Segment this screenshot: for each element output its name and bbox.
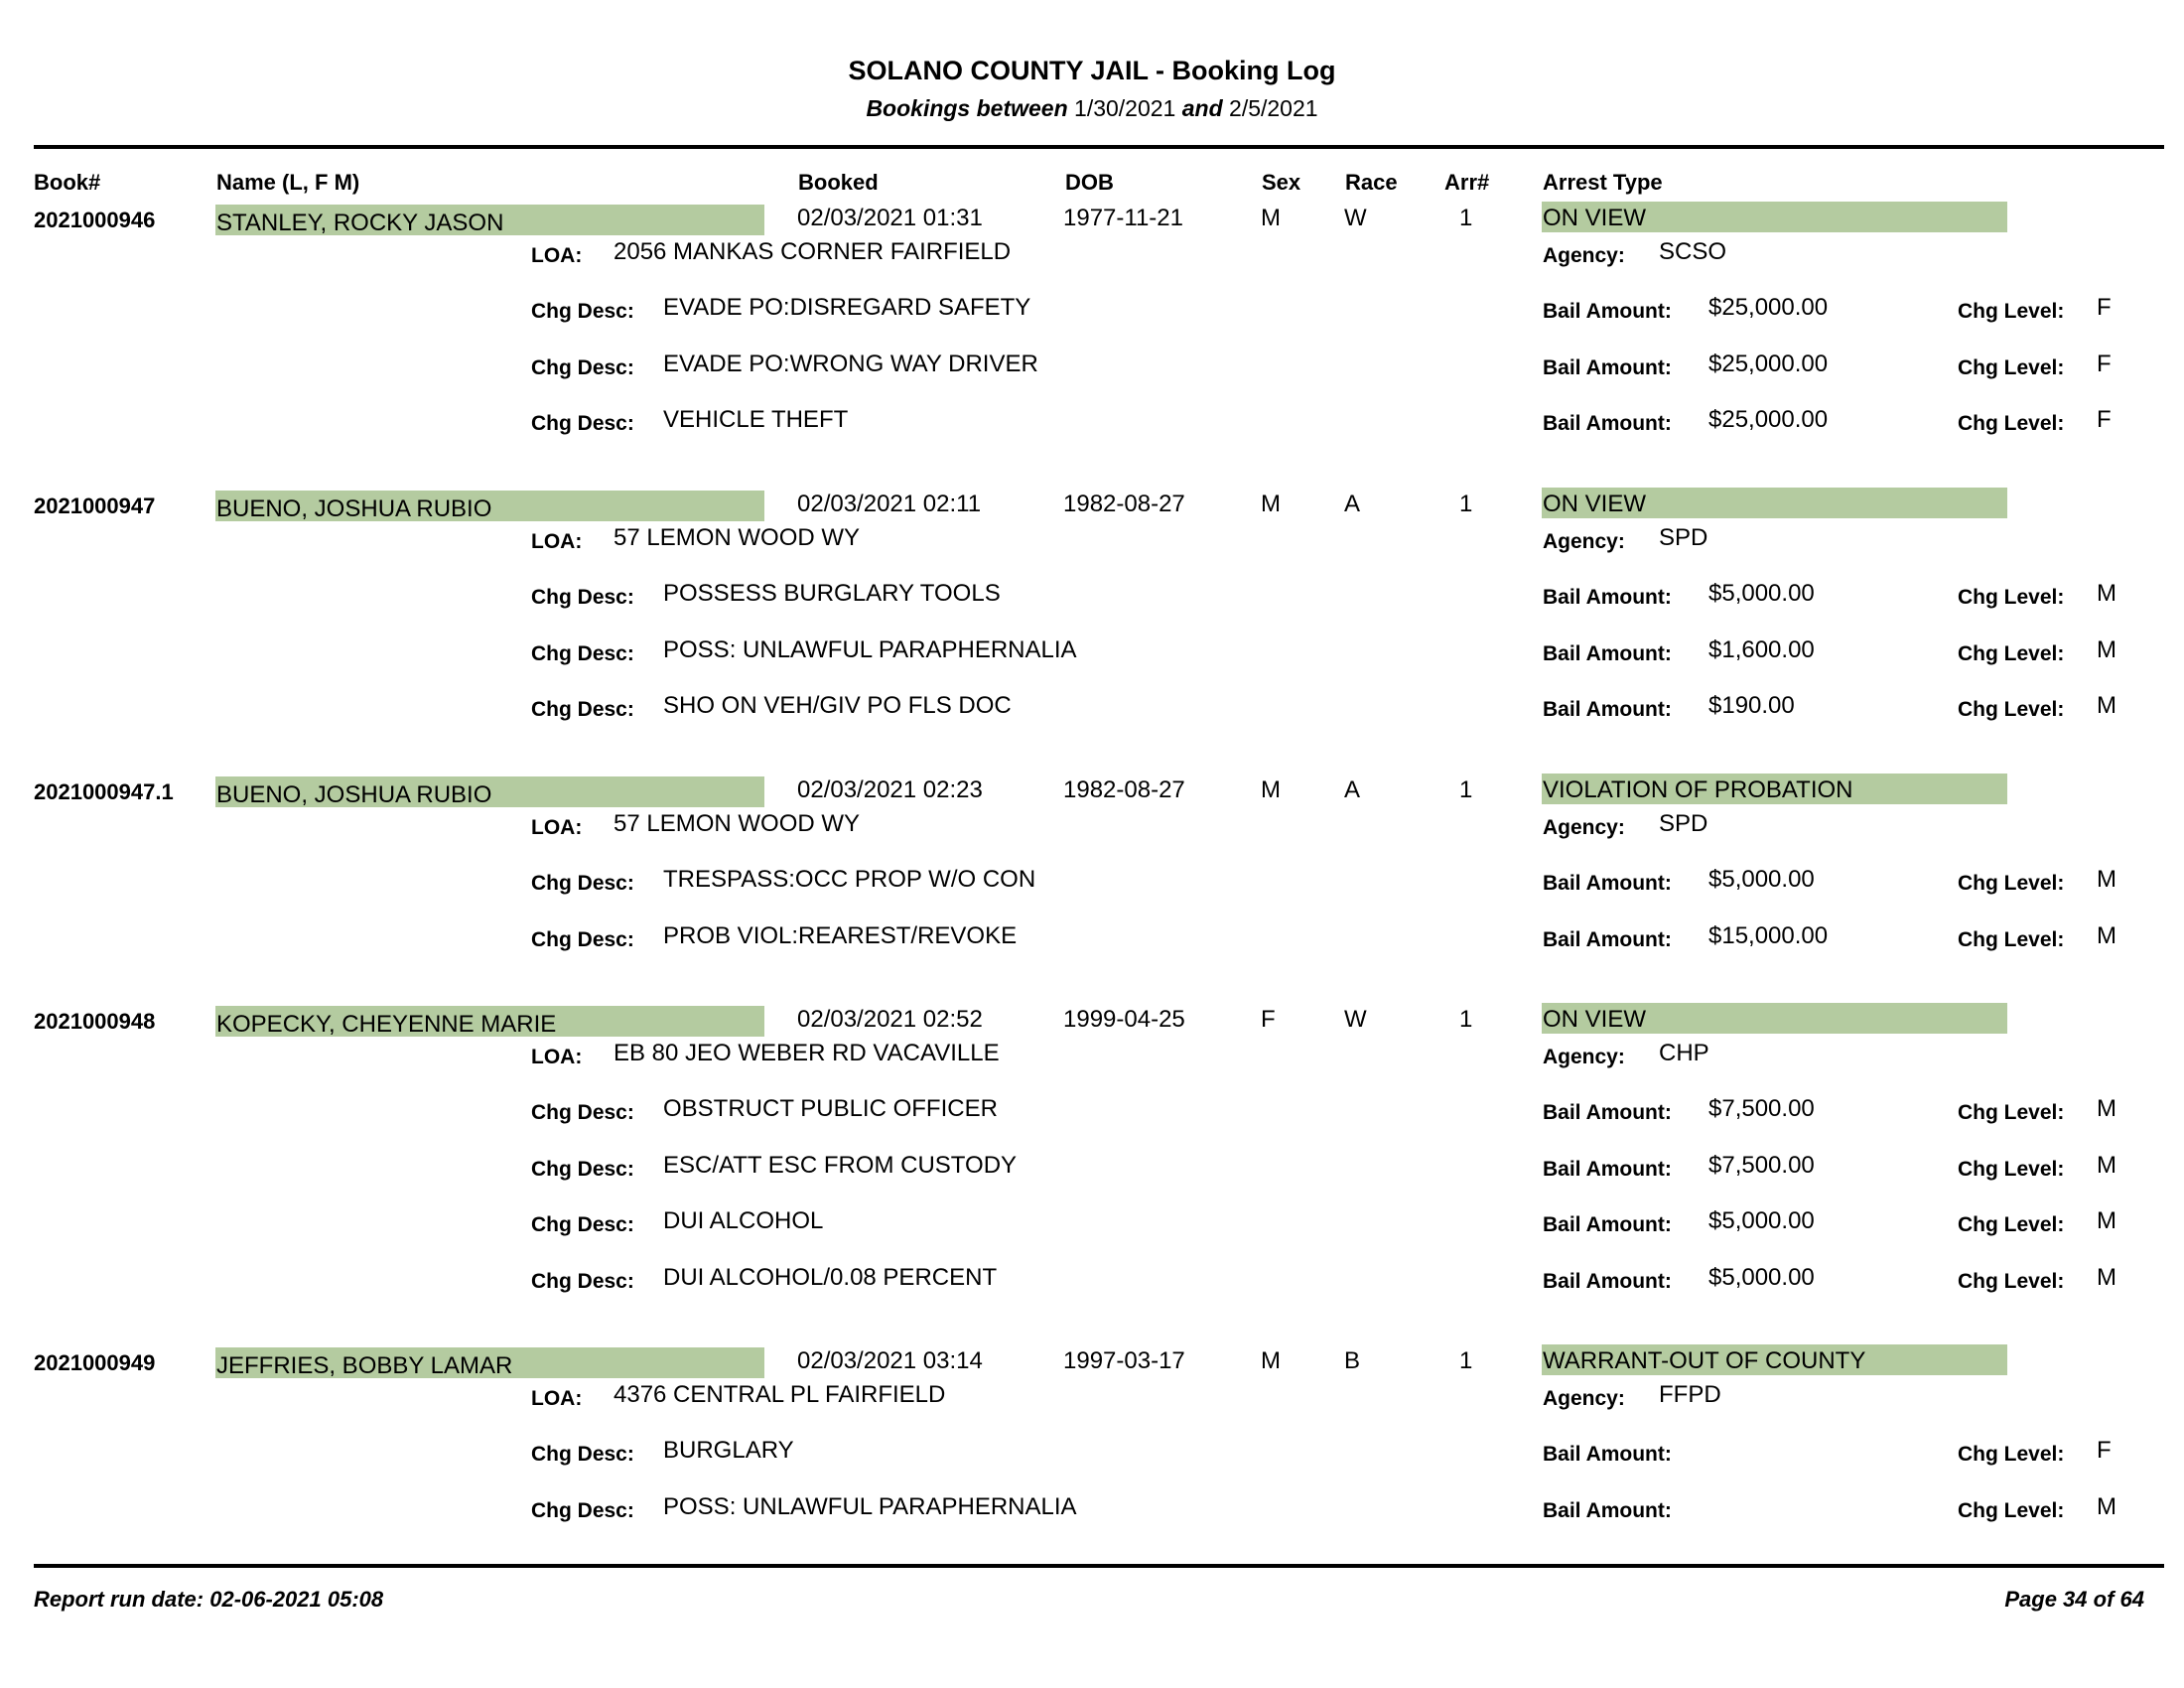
bail-amount-label: Bail Amount: — [1543, 300, 1672, 323]
col-race: Race — [1345, 170, 1398, 195]
charge-level: M — [2097, 1263, 2116, 1291]
charge-level-label: Chg Level: — [1958, 1443, 2065, 1466]
loa-value: 57 LEMON WOOD WY — [614, 524, 861, 551]
bail-amount-label: Bail Amount: — [1543, 1269, 1672, 1293]
report-subtitle — [0, 95, 2184, 122]
bail-amount-label: Bail Amount: — [1543, 1157, 1672, 1181]
charge-level-label: Chg Level: — [1958, 1157, 2065, 1181]
arrest-type: ON VIEW — [1543, 1006, 1647, 1033]
loa-label: LOA: — [531, 530, 583, 553]
charge-desc: SHO ON VEH/GIV PO FLS DOC — [663, 692, 1012, 719]
arrest-type: VIOLATION OF PROBATION — [1543, 776, 1853, 803]
charge-level: F — [2097, 1437, 2112, 1464]
booked-datetime: 02/03/2021 02:11 — [797, 491, 982, 517]
bail-amount: $15,000.00 — [1708, 921, 1829, 949]
loa-label: LOA: — [531, 816, 583, 839]
charge-level-label: Chg Level: — [1958, 641, 2065, 665]
charge-desc-label: Chg Desc: — [531, 927, 634, 951]
bail-amount-label: Bail Amount: — [1543, 698, 1672, 721]
charge-desc-label: Chg Desc: — [531, 1269, 634, 1293]
header-rule — [34, 145, 2164, 149]
charge-desc-label: Chg Desc: — [531, 1213, 634, 1236]
date-of-birth: 1997-03-17 — [1063, 1347, 1185, 1374]
date-of-birth: 1982-08-27 — [1063, 491, 1185, 517]
race-value: A — [1344, 776, 1361, 803]
agency-value: CHP — [1659, 1040, 1709, 1066]
loa-label: LOA: — [531, 1387, 583, 1410]
charge-level: M — [2097, 1492, 2116, 1520]
race-value: W — [1344, 1006, 1367, 1033]
booking-record — [0, 1006, 2184, 1293]
date-of-birth: 1982-08-27 — [1063, 776, 1185, 803]
sex-value: M — [1261, 205, 1281, 231]
charge-level: M — [2097, 635, 2116, 663]
charge-desc-label: Chg Desc: — [531, 355, 634, 379]
bail-amount: $25,000.00 — [1708, 350, 1829, 377]
booking-record — [0, 491, 2184, 721]
bail-amount: $7,500.00 — [1708, 1095, 1815, 1122]
charge-desc: POSSESS BURGLARY TOOLS — [663, 580, 1001, 607]
charge-level: M — [2097, 866, 2116, 893]
charge-level: F — [2097, 294, 2112, 321]
agency-label: Agency: — [1543, 1046, 1625, 1068]
charge-desc: EVADE PO:DISREGARD SAFETY — [663, 294, 1031, 321]
race-value: W — [1344, 205, 1367, 231]
loa-value: 57 LEMON WOOD WY — [614, 810, 861, 837]
arrest-number: 1 — [1459, 1347, 1473, 1374]
charge-level-label: Chg Level: — [1958, 300, 2065, 323]
charge-desc: TRESPASS:OCC PROP W/O CON — [663, 866, 1036, 893]
charge-level-label: Chg Level: — [1958, 927, 2065, 951]
footer-rule — [34, 1564, 2164, 1568]
book-number: 2021000949 — [34, 1350, 156, 1375]
charge-desc-label: Chg Desc: — [531, 1157, 634, 1181]
agency-label: Agency: — [1543, 1387, 1625, 1410]
charge-level: F — [2097, 350, 2112, 377]
subtitle-prefix: Bookings between — [866, 95, 1068, 121]
agency-value: SPD — [1659, 810, 1708, 837]
col-name: Name (L, F M) — [216, 170, 360, 195]
bail-amount-label: Bail Amount: — [1543, 641, 1672, 665]
book-number: 2021000947 — [34, 493, 156, 518]
bail-amount-label: Bail Amount: — [1543, 1443, 1672, 1466]
agency-value: SPD — [1659, 524, 1708, 551]
arrest-number: 1 — [1459, 776, 1473, 803]
charge-level-label: Chg Level: — [1958, 1269, 2065, 1293]
charge-desc: BURGLARY — [663, 1437, 794, 1464]
charge-desc: POSS: UNLAWFUL PARAPHERNALIA — [663, 1492, 1077, 1520]
date-of-birth: 1977-11-21 — [1063, 205, 1183, 231]
charge-level: M — [2097, 921, 2116, 949]
booked-datetime: 02/03/2021 02:52 — [797, 1006, 983, 1033]
booked-datetime: 02/03/2021 01:31 — [797, 205, 983, 231]
charge-level-label: Chg Level: — [1958, 698, 2065, 721]
arrest-number: 1 — [1459, 1006, 1473, 1033]
sex-value: M — [1261, 1347, 1281, 1374]
page-number: Page 34 of 64 — [2004, 1587, 2144, 1612]
charge-desc: PROB VIOL:REAREST/REVOKE — [663, 921, 1018, 949]
bail-amount-label: Bail Amount: — [1543, 927, 1672, 951]
bail-amount: $5,000.00 — [1708, 580, 1815, 607]
bail-amount: $190.00 — [1708, 692, 1795, 719]
charge-desc: POSS: UNLAWFUL PARAPHERNALIA — [663, 635, 1077, 663]
arrest-type: ON VIEW — [1543, 205, 1647, 231]
arrest-number: 1 — [1459, 205, 1473, 231]
date-from: 1/30/2021 — [1074, 95, 1176, 121]
date-to: 2/5/2021 — [1229, 95, 1318, 121]
charge-level-label: Chg Level: — [1958, 1101, 2065, 1124]
loa-label: LOA: — [531, 244, 583, 267]
charge-desc-label: Chg Desc: — [531, 412, 634, 435]
bail-amount: $25,000.00 — [1708, 406, 1829, 433]
booked-datetime: 02/03/2021 02:23 — [797, 776, 983, 803]
race-value: A — [1344, 491, 1361, 517]
loa-value: 2056 MANKAS CORNER FAIRFIELD — [614, 238, 1012, 265]
charge-level-label: Chg Level: — [1958, 355, 2065, 379]
bail-amount: $1,600.00 — [1708, 635, 1815, 663]
col-book: Book# — [34, 170, 101, 195]
sex-value: M — [1261, 491, 1281, 517]
loa-label: LOA: — [531, 1046, 583, 1068]
booking-record — [0, 1347, 2184, 1522]
bail-amount-label: Bail Amount: — [1543, 1101, 1672, 1124]
charge-desc: ESC/ATT ESC FROM CUSTODY — [663, 1151, 1018, 1179]
charge-level-label: Chg Level: — [1958, 1213, 2065, 1236]
sex-value: F — [1261, 1006, 1276, 1033]
agency-label: Agency: — [1543, 244, 1625, 267]
booking-record — [0, 776, 2184, 951]
agency-value: SCSO — [1659, 238, 1727, 265]
race-value: B — [1344, 1347, 1361, 1374]
loa-value: 4376 CENTRAL PL FAIRFIELD — [614, 1381, 946, 1408]
bail-amount: $5,000.00 — [1708, 1263, 1815, 1291]
charge-level-label: Chg Level: — [1958, 1498, 2065, 1522]
report-run-date: Report run date: 02-06-2021 05:08 — [34, 1587, 384, 1612]
agency-value: FFPD — [1659, 1381, 1721, 1408]
charge-desc-label: Chg Desc: — [531, 1443, 634, 1466]
charge-desc-label: Chg Desc: — [531, 872, 634, 895]
date-of-birth: 1999-04-25 — [1063, 1006, 1185, 1033]
charge-desc-label: Chg Desc: — [531, 641, 634, 665]
charge-level: M — [2097, 1207, 2116, 1234]
booking-record — [0, 205, 2184, 435]
bail-amount: $25,000.00 — [1708, 294, 1829, 321]
col-dob: DOB — [1065, 170, 1114, 195]
arrest-number: 1 — [1459, 491, 1473, 517]
charge-desc-label: Chg Desc: — [531, 586, 634, 609]
bail-amount-label: Bail Amount: — [1543, 412, 1672, 435]
arrest-type: ON VIEW — [1543, 491, 1647, 517]
inmate-name: STANLEY, ROCKY JASON — [216, 210, 504, 236]
charge-level-label: Chg Level: — [1958, 412, 2065, 435]
charge-level: M — [2097, 1095, 2116, 1122]
col-arr: Arr# — [1444, 170, 1490, 195]
inmate-name: KOPECKY, CHEYENNE MARIE — [216, 1011, 557, 1038]
charge-level-label: Chg Level: — [1958, 586, 2065, 609]
bail-amount-label: Bail Amount: — [1543, 1213, 1672, 1236]
charge-desc: OBSTRUCT PUBLIC OFFICER — [663, 1095, 998, 1122]
charge-desc-label: Chg Desc: — [531, 300, 634, 323]
inmate-name: JEFFRIES, BOBBY LAMAR — [216, 1352, 513, 1379]
inmate-name: BUENO, JOSHUA RUBIO — [216, 495, 492, 522]
bail-amount-label: Bail Amount: — [1543, 586, 1672, 609]
charge-level: M — [2097, 692, 2116, 719]
loa-value: EB 80 JEO WEBER RD VACAVILLE — [614, 1040, 1000, 1066]
bail-amount-label: Bail Amount: — [1543, 355, 1672, 379]
bail-amount: $7,500.00 — [1708, 1151, 1815, 1179]
subtitle-and: and — [1181, 95, 1223, 121]
agency-label: Agency: — [1543, 530, 1625, 553]
bail-amount: $5,000.00 — [1708, 1207, 1815, 1234]
report-title: SOLANO COUNTY JAIL - Booking Log — [848, 56, 1336, 85]
charge-desc-label: Chg Desc: — [531, 698, 634, 721]
col-sex: Sex — [1262, 170, 1301, 195]
charge-level: F — [2097, 406, 2112, 433]
charge-desc-label: Chg Desc: — [531, 1498, 634, 1522]
charge-level-label: Chg Level: — [1958, 872, 2065, 895]
charge-level: M — [2097, 580, 2116, 607]
charge-desc: DUI ALCOHOL/0.08 PERCENT — [663, 1263, 998, 1291]
sex-value: M — [1261, 776, 1281, 803]
book-number: 2021000947.1 — [34, 779, 174, 804]
booked-datetime: 02/03/2021 03:14 — [797, 1347, 983, 1374]
inmate-name: BUENO, JOSHUA RUBIO — [216, 781, 492, 808]
bail-amount: $5,000.00 — [1708, 866, 1815, 893]
charge-desc: VEHICLE THEFT — [663, 406, 849, 433]
bail-amount-label: Bail Amount: — [1543, 872, 1672, 895]
bail-amount-label: Bail Amount: — [1543, 1498, 1672, 1522]
charge-level: M — [2097, 1151, 2116, 1179]
agency-label: Agency: — [1543, 816, 1625, 839]
charge-desc: DUI ALCOHOL — [663, 1207, 824, 1234]
arrest-type: WARRANT-OUT OF COUNTY — [1543, 1347, 1866, 1374]
charge-desc-label: Chg Desc: — [531, 1101, 634, 1124]
col-booked: Booked — [798, 170, 879, 195]
charge-desc: EVADE PO:WRONG WAY DRIVER — [663, 350, 1038, 377]
book-number: 2021000946 — [34, 208, 156, 232]
col-arrest-type: Arrest Type — [1543, 170, 1663, 195]
book-number: 2021000948 — [34, 1009, 156, 1034]
